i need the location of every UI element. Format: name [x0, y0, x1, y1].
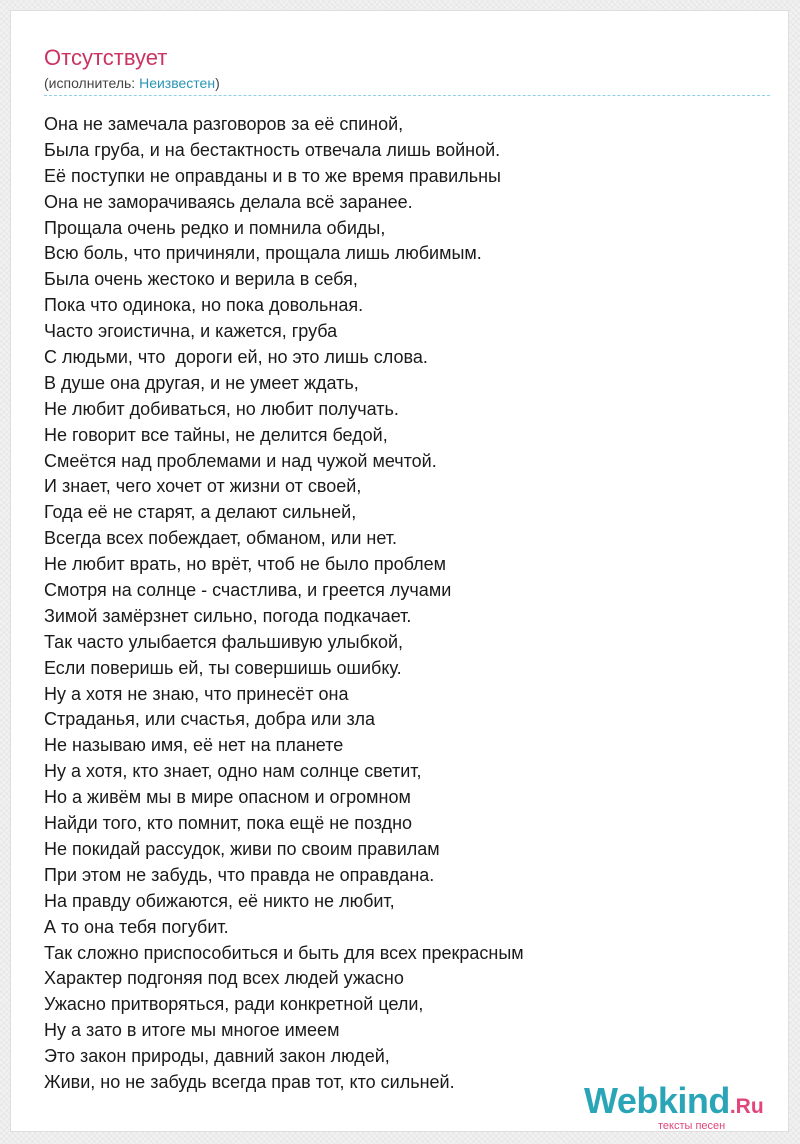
lyric-line: Её поступки не оправданы и в то же время правильны	[44, 165, 501, 186]
lyric-line: Она не замечала разговоров за её спиной,	[44, 114, 404, 134]
lyric-line: Не любит врать, но врёт, чтоб не было проблем	[44, 554, 447, 575]
lyric-line: Найди того, кто помнит, пока ещё не поздно	[44, 813, 413, 834]
lyric-line: Не говорит все тайны, не делится бедой,	[44, 424, 388, 445]
lyric-line: Ужасно притворяться, ради конкретной цели,	[44, 994, 424, 1015]
artist-link[interactable]: Неизвестен	[139, 75, 216, 91]
logo-tagline: тексты песен	[658, 1120, 726, 1132]
lyrics-card	[10, 10, 789, 1132]
lyric-line: Всегда всех побеждает, обманом, или нет.	[44, 528, 398, 549]
artist-suffix: )	[215, 75, 220, 91]
lyric-line: Не любит добиваться, но любит получать.	[44, 398, 399, 419]
logo-brand: Webkind	[584, 1080, 730, 1121]
lyric-line: Это закон природы, давний закон людей,	[44, 1046, 390, 1067]
lyric-line: Ну а хотя не знаю, что принесёт она	[44, 683, 349, 704]
lyric-line: Но а живём мы в мире опасном и огромном	[44, 787, 411, 808]
lyric-line: Страданья, или счастья, добра или зла	[44, 709, 376, 730]
lyric-line: Не покидай рассудок, живи по своим правилам	[44, 838, 440, 859]
lyrics-text	[44, 112, 524, 1096]
artist-line	[44, 74, 220, 92]
lyric-line: В душе она другая, и не умеет ждать,	[44, 372, 359, 393]
lyric-line: С людьми, что дороги ей, но это лишь слова.	[44, 347, 428, 368]
lyric-line: При этом не забудь, что правда не оправдана.	[44, 864, 435, 885]
lyric-line: Прощала очень редко и помнила обиды,	[44, 217, 386, 238]
lyric-line: Характер подгоняя под всех людей ужасно	[44, 968, 404, 989]
lyric-line: Ну а зато в итоге мы многое имеем	[44, 1020, 340, 1041]
lyric-line: Не называю имя, её нет на планете	[44, 735, 344, 756]
lyric-line: А то она тебя погубит.	[44, 916, 229, 937]
lyric-line: На правду обижаются, её никто не любит,	[44, 890, 395, 911]
lyric-line: Зимой замёрзнет сильно, погода подкачает.	[44, 605, 412, 626]
artist-prefix: (исполнитель:	[44, 75, 140, 91]
lyric-line: Была очень жестоко и верила в себя,	[44, 269, 358, 290]
lyric-line: Ну а хотя, кто знает, одно нам солнце светит,	[44, 761, 422, 782]
lyric-line: Живи, но не забудь всегда прав тот, кто сильней.	[44, 1071, 455, 1092]
song-title: Отсутствует	[44, 45, 168, 70]
logo-domain: .Ru	[729, 1095, 764, 1118]
lyric-line: Пока что одинока, но пока довольная.	[44, 295, 364, 316]
lyric-line: Года её не старят, а делают сильней,	[44, 502, 357, 523]
lyric-line: Так сложно приспособиться и быть для всех прекрасным	[44, 942, 524, 963]
lyric-line: Она не заморачиваясь делала всё заранее.	[44, 191, 413, 212]
lyric-line: Была груба, и на бестактность отвечала лишь войной.	[44, 139, 501, 160]
lyric-line: Если поверишь ей, ты совершишь ошибку.	[44, 657, 402, 678]
lyric-line: И знает, чего хочет от жизни от своей,	[44, 476, 362, 497]
lyric-line: Так часто улыбается фальшивую улыбкой,	[44, 631, 404, 652]
webkind-logo[interactable]	[584, 1081, 780, 1133]
lyric-line: Смеётся над проблемами и над чужой мечтой.	[44, 450, 437, 471]
title-divider	[44, 95, 770, 96]
lyric-line: Часто эгоистична, и кажется, груба	[44, 321, 338, 342]
lyric-line: Всю боль, что причиняли, прощала лишь любимым.	[44, 243, 482, 264]
lyric-line: Смотря на солнце - счастлива, и греется лучами	[44, 580, 452, 601]
